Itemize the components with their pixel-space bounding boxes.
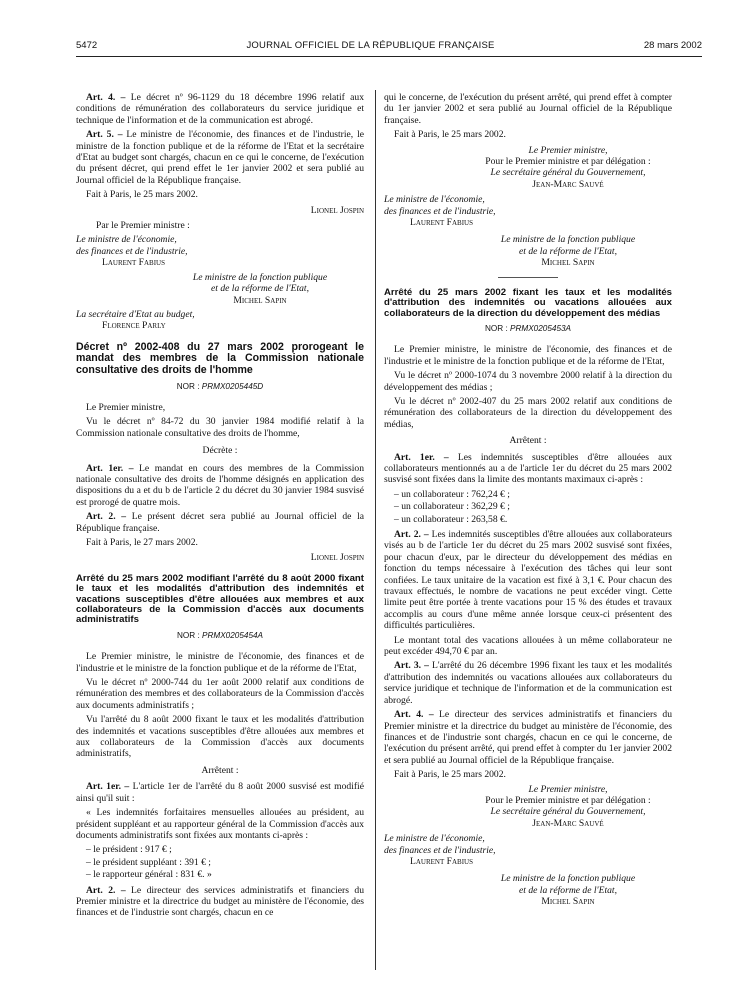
left-column: [76, 92, 364, 922]
minister-title: et de la réforme de l'Etat,: [519, 245, 617, 257]
by-prime-minister: Par le Premier ministre :: [96, 220, 190, 232]
list-item: – le rapporteur général : 831 €. »: [86, 869, 212, 881]
article-paragraph: Art. 1er. – Le mandat en cours des membres de la Commission nationale consultative des droits de l'homme désignés en application des dispositions du a et du b de l'article 2 du décret du 30 janvier 1984 susvisé est prorogé de quatre mois.: [76, 462, 364, 508]
section-separator: [498, 277, 558, 278]
article-paragraph: Art. 4. – Le décret nº 96-1129 du 18 décembre 1996 relatif aux conditions de rémunération des collaborateurs du service juridique et technique de l'information et de la communication est abrogé.: [76, 92, 364, 126]
minister-title: Le ministre de l'économie,: [384, 833, 485, 845]
minister-title: des finances et de l'industrie,: [384, 844, 496, 856]
body-text: Le montant total des vacations allouées à un même collaborateur ne peut excéder 494,70 € par an.: [384, 634, 672, 658]
signature: Lionel Jospin: [310, 204, 364, 216]
quoted-text: « Les indemnités forfaitaires mensuelles allouées au président, au président suppléant et au rapporteur général de la Commission d'accès aux documents administratifs sont fixées aux montants ci-après :: [76, 807, 364, 841]
order-title: Arrêté du 25 mars 2002 fixant les taux et les modalités d'attribution des indemnités ou vacations allouées aux collaborateurs de la direction du développement des médias: [384, 286, 672, 319]
article-paragraph: Art. 1er. – L'article 1er de l'arrêté du 8 août 2000 susvisé est modifié ainsi qu'il suit :: [76, 781, 364, 804]
header-rule: [76, 56, 702, 57]
minister-title: Le Premier ministre,: [528, 783, 608, 795]
amount-list: [76, 844, 364, 880]
signature: Florence Parly: [102, 320, 166, 332]
minister-title: des finances et de l'industrie,: [76, 245, 188, 257]
signature: Laurent Fabius: [102, 257, 165, 269]
done-at-line: Fait à Paris, le 25 mars 2002.: [86, 189, 198, 201]
issue-date: 28 mars 2002: [643, 40, 702, 51]
order-title: Arrêté du 25 mars 2002 modifiant l'arrêté du 8 août 2000 fixant le taux et les modalités d'attribution des indemnités et vacations susceptibles d'être allouées aux membres et aux collaborateurs de la Commission d'accès aux documents administratifs: [76, 572, 364, 626]
signature: Michel Sapin: [233, 294, 287, 306]
list-item: – un collaborateur : 362,29 € ;: [394, 501, 510, 513]
page-header: [76, 40, 702, 54]
article-paragraph: Art. 5. – Le ministre de l'économie, des finances et de l'industrie, le ministre de la fonction publique et de la réforme de l'Etat et la secrétaire d'Etat au budget sont chargés, chacun en ce qui le concerne, de l'exécution du présent décret, qui prend effet le 1er janvier 2002 et sera publié au Journal officiel de la République française.: [76, 129, 364, 186]
done-at-line: Fait à Paris, le 25 mars 2002.: [394, 769, 506, 781]
signature: Lionel Jospin: [310, 552, 364, 564]
nor-reference: NOR : PRMX0205453A: [484, 323, 572, 333]
minister-title: Le Premier ministre,: [528, 144, 608, 156]
list-item: – un collaborateur : 762,24 € ;: [394, 488, 510, 500]
delegation-line: Pour le Premier ministre et par délégation :: [485, 794, 651, 806]
right-column: [384, 92, 672, 908]
page-number: 5472: [76, 40, 98, 51]
decrete-label: Décrète :: [202, 445, 238, 457]
article-paragraph: Art. 2. – Le présent décret sera publié au Journal officiel de la République française.: [76, 511, 364, 534]
signature: Michel Sapin: [541, 257, 595, 269]
signature: Laurent Fabius: [410, 217, 473, 229]
arretent-label: Arrêtent :: [509, 435, 547, 447]
minister-title: Le ministre de la fonction publique: [500, 234, 636, 246]
minister-title: Le ministre de l'économie,: [76, 234, 177, 246]
nor-reference: NOR : PRMX0205454A: [176, 630, 264, 640]
list-item: – le président suppléant : 391 € ;: [86, 856, 211, 868]
arretent-label: Arrêtent :: [201, 764, 239, 776]
body-text: Vu le décret nº 2000-1074 du 3 novembre 2000 relatif à la direction du développement des médias ;: [384, 370, 672, 393]
body-text: Le Premier ministre, le ministre de l'économie, des finances et de l'industrie et le ministre de la fonction publique et de la réforme de l'Etat,: [76, 651, 364, 674]
minister-title: Le secrétaire général du Gouvernement,: [490, 167, 646, 179]
done-at-line: Fait à Paris, le 25 mars 2002.: [394, 129, 506, 141]
column-divider: [375, 90, 376, 970]
signature: Michel Sapin: [541, 896, 595, 908]
article-paragraph: Art. 2. – Les indemnités susceptibles d'être allouées aux collaborateurs visés au b de l'article 1er du décret du 25 mars 2002 susvisé sont fixées, pour chacun d'eux, par le directeur du développement des médias en fonction du temps nécessaire à l'exécution des tâches qui leur sont confiées. Le taux unitaire de la vacation est fixé à 3,1 €. Pour chacun des travaux effectués, le nombre de vacations ne peut excéder vingt. Cette limite peut être portée à trente vacations pour 15 % des études et travaux accomplis au cours d'une même année lorsque ceux-ci présentent des difficultés particulières.: [384, 529, 672, 632]
list-item: – le président : 917 € ;: [86, 844, 172, 856]
list-item: – un collaborateur : 263,58 €.: [394, 513, 508, 525]
amount-list: [384, 489, 672, 525]
signature: Jean-Marc Sauvé: [532, 178, 604, 190]
body-text: Vu le décret nº 84-72 du 30 janvier 1984 modifié relatif à la Commission nationale consultative des droits de l'homme,: [76, 416, 364, 439]
body-text: Le Premier ministre,: [86, 401, 166, 413]
decree-title: Décret nº 2002-408 du 27 mars 2002 prorogeant le mandat des membres de la Commission nationale consultative des droits de l'homme: [76, 340, 364, 376]
minister-title: Le ministre de l'économie,: [384, 194, 485, 206]
done-at-line: Fait à Paris, le 27 mars 2002.: [86, 536, 198, 548]
minister-title: Le ministre de la fonction publique: [192, 271, 328, 283]
body-text: qui le concerne, de l'exécution du présent arrêté, qui prend effet à compter du 1er janvier 2002 et sera publié au Journal officiel de la République française.: [384, 92, 672, 126]
minister-title: des finances et de l'industrie,: [384, 205, 496, 217]
body-text: Vu le décret nº 2002-407 du 25 mars 2002 relatif aux conditions de rémunération des collaborateurs de la direction du développement des médias,: [384, 395, 672, 430]
article-paragraph: Art. 4. – Le directeur des services administratifs et financiers du Premier ministre et la directrice du budget au ministère de l'économie, des finances et de l'industrie sont chargés, chacun en ce qui le concerne, de l'exécution du présent arrêté, qui prend effet à compter du 1er janvier 2002 et sera publié au Journal officiel de la République française.: [384, 709, 672, 766]
minister-title: Le ministre de la fonction publique: [500, 873, 636, 885]
body-text: Vu l'arrêté du 8 août 2000 fixant le taux et les modalités d'attribution des indemnités et vacations susceptibles d'être allouées aux membres et aux collaborateurs de la Commission d'accès aux documents administratifs,: [76, 714, 364, 760]
minister-title: La secrétaire d'Etat au budget,: [76, 308, 195, 320]
minister-title: Le secrétaire général du Gouvernement,: [490, 806, 646, 818]
minister-title: et de la réforme de l'Etat,: [211, 283, 309, 295]
body-text: Vu le décret nº 2000-744 du 1er août 2000 relatif aux conditions de rémunération des membres et des collaborateurs de la Commission d'accès aux documents administratifs ;: [76, 677, 364, 711]
delegation-line: Pour le Premier ministre et par délégation :: [485, 156, 651, 168]
signature: Jean-Marc Sauvé: [532, 817, 604, 829]
minister-title: et de la réforme de l'Etat,: [519, 884, 617, 896]
signature: Laurent Fabius: [410, 855, 473, 867]
article-paragraph: Art. 2. – Le directeur des services administratifs et financiers du Premier ministre et la directrice du budget au ministère de l'économie, des finances et de l'industrie sont chargés, chacun en ce: [76, 884, 364, 919]
nor-reference: NOR : PRMX0205445D: [176, 381, 264, 391]
journal-title: JOURNAL OFFICIEL DE LA RÉPUBLIQUE FRANÇAISE: [246, 40, 495, 51]
body-text: Le Premier ministre, le ministre de l'économie, des finances et de l'industrie et le ministre de la fonction publique et de la réforme de l'Etat,: [384, 344, 672, 367]
article-paragraph: Art. 3. – L'arrêté du 26 décembre 1996 fixant les taux et les modalités d'attribution des indemnités ou vacations allouées aux collaborateurs du service juridique et technique de l'information et de la communication est abrogé.: [384, 660, 672, 706]
article-paragraph: Art. 1er. – Les indemnités susceptibles d'être allouées aux collaborateurs mentionnés au a de l'article 1er du décret du 25 mars 2002 susvisé sont fixées dans la limite des montants maximaux ci-après :: [384, 451, 672, 486]
